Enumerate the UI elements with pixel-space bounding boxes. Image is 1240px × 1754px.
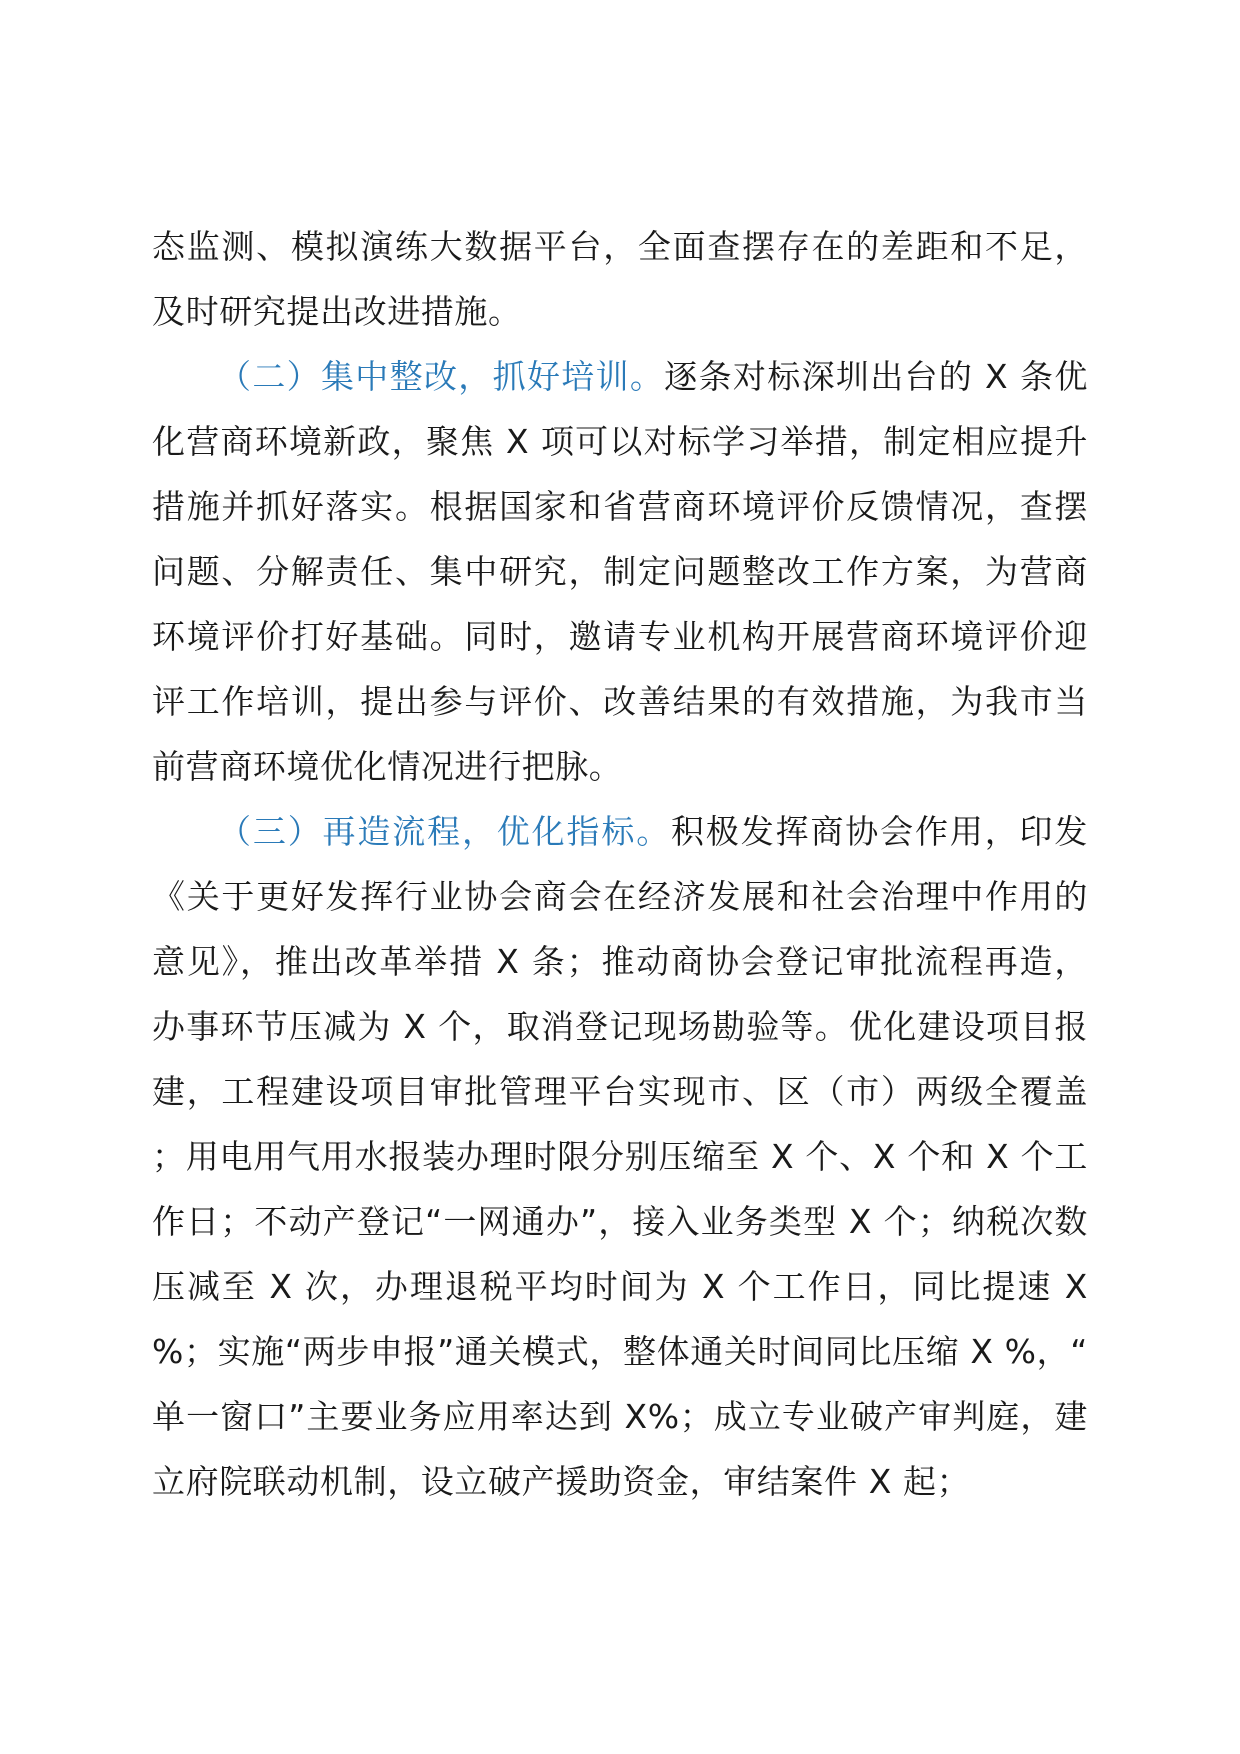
paragraph-continuation xyxy=(152,214,1088,344)
paragraph-text: 逐条对标深圳出台的 X 条优化营商环境新政，聚焦 X 项可以对标学习举措，制定相应提升措施并抓好落实。根据国家和省营商环境评价反馈情况，查摆问题、分解责任、集中研究，制定问题整改工作方案，为营商环境评价打好基础。同时，邀请专业机构开展营商环境评价迎评工作培训，提出参与评价、改善结果的有效措施，为我市当前营商环境优化情况进行把脉。 xyxy=(152,357,1088,786)
section-heading: （二）集中整改，抓好培训。 xyxy=(218,357,665,396)
paragraph-text: 积极发挥商协会作用，印发《关于更好发挥行业协会商会在经济发展和社会治理中作用的意见》，推出改革举措 X 条；推动商协会登记审批流程再造，办事环节压减为 X 个，取消登记现场勘验等。优化建设项目报建，工程建设项目审批管理平台实现市、区（市）两级全覆盖；用电用气用水报装办理时限分别压缩至 X 个、X 个和 X 个工作日；不动产登记“一网通办”，接入业务类型 X 个；纳税次数压减至 X 次，办理退税平均时间为 X 个工作日，同比提速 X %；实施“两步申报”通关模式，整体通关时间同比压缩 X %，“单一窗口”主要业务应用率达到 X%；成立专业破产审判庭，建立府院联动机制，设立破产援助资金，审结案件 X 起； xyxy=(152,812,1088,1501)
paragraph-section-two xyxy=(152,344,1088,799)
document-body xyxy=(152,214,1088,1514)
paragraph-section-three xyxy=(152,799,1088,1514)
paragraph-text: 态监测、模拟演练大数据平台，全面查摆存在的差距和不足，及时研究提出改进措施。 xyxy=(152,227,1088,331)
section-heading: （三）再造流程，优化指标。 xyxy=(218,812,672,851)
